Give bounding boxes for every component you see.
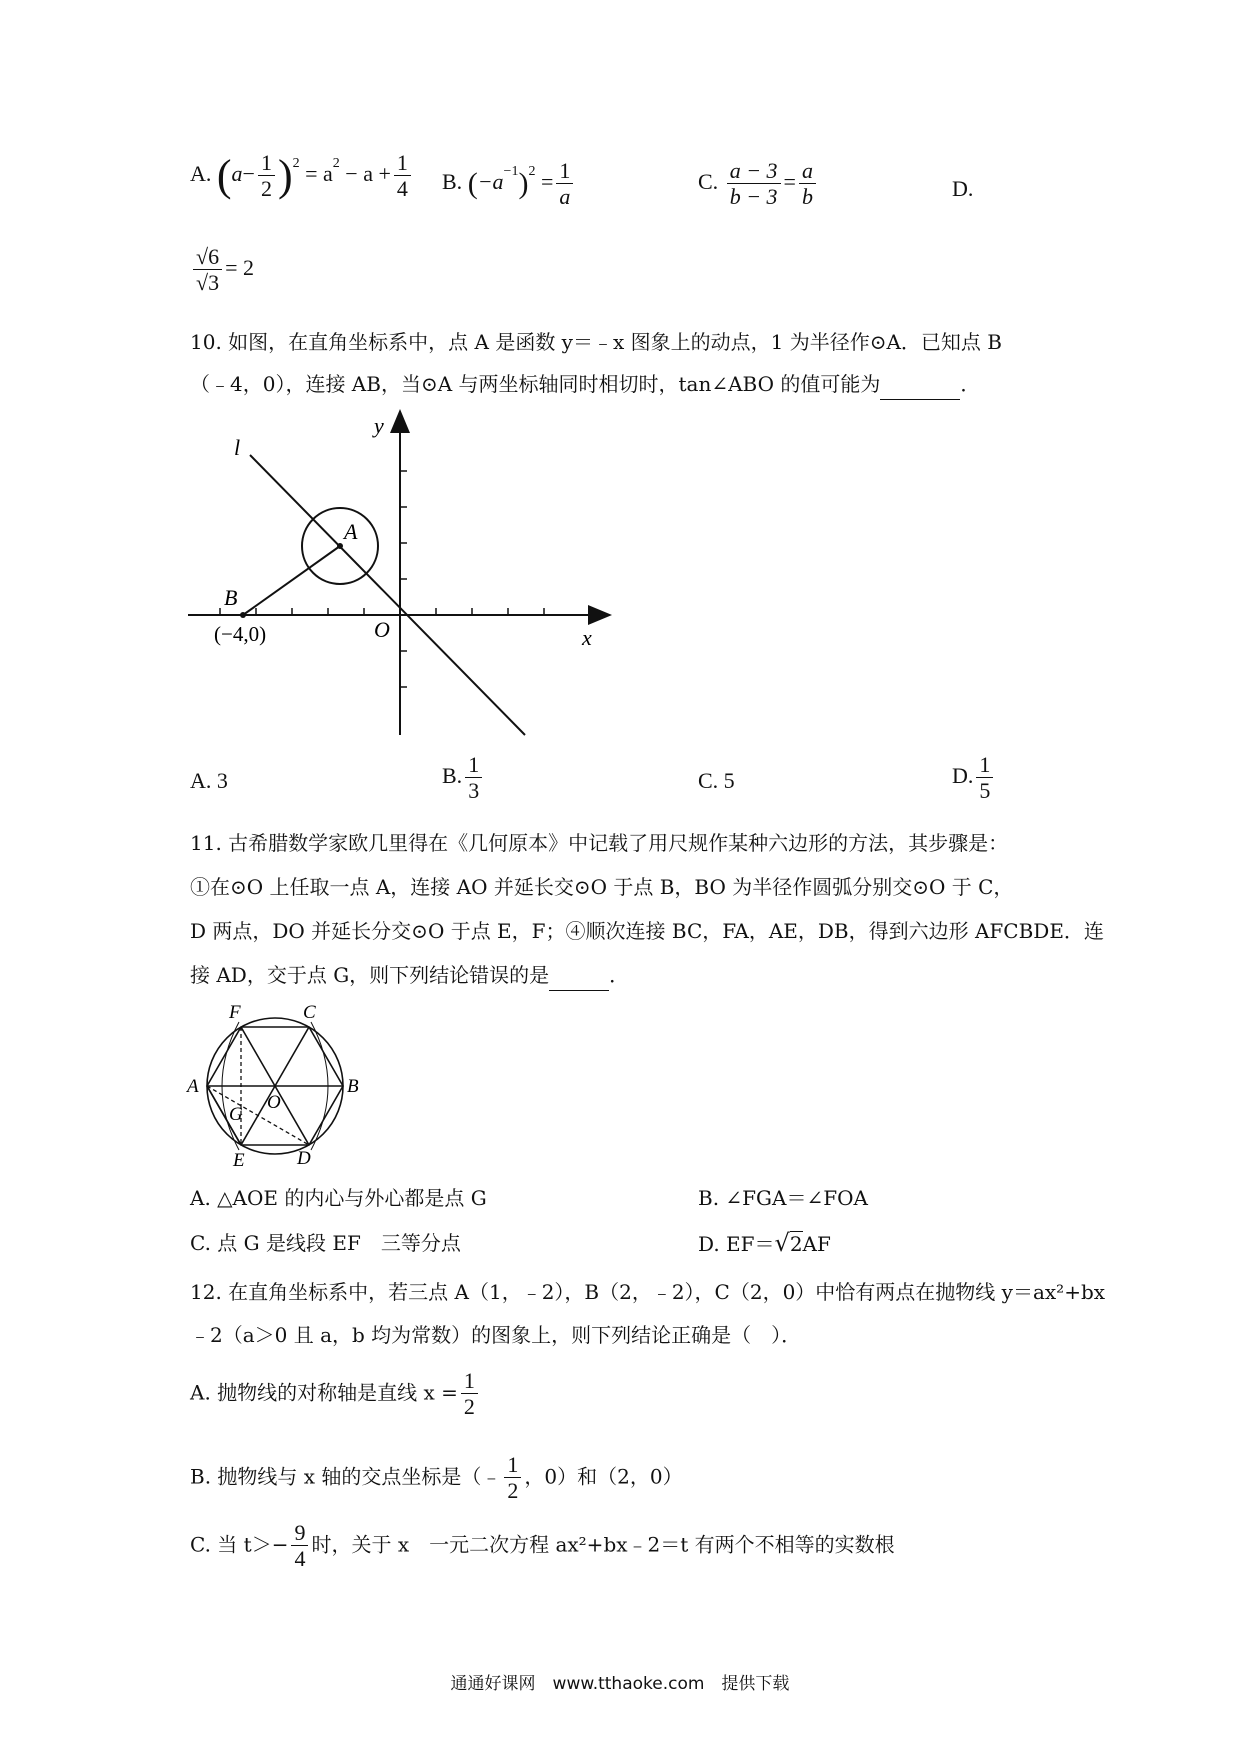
label-e: E [233, 1150, 245, 1170]
label-d: D [297, 1148, 311, 1169]
q12-option-b: B. 抛物线与 x 轴的交点坐标是（﹣ $\frac{1}{2}$ ，0）和（2，0） [190, 1452, 683, 1504]
label-b: B [347, 1076, 359, 1097]
q10-option-b: B. $\frac{1}{3}$ [442, 752, 485, 804]
q11-option-b: B. ∠FGA＝∠FOA [698, 1186, 868, 1210]
x-ticks [220, 608, 544, 615]
segment-ad [207, 1086, 309, 1145]
q11-line-3: D 两点，DO 并延长分交⊙O 于点 E，F；④顺次连接 BC，FA，AE，DB，得到六边形 AFCBDE．连 [190, 919, 1104, 943]
q9-option-d-label: D. [952, 176, 974, 201]
q9-option-b: B. $(-a^{-1})^2$ = $\frac{1}{a}$ [442, 158, 576, 210]
label-b-coord: (−4,0) [214, 622, 267, 646]
label-c: C [303, 1002, 316, 1023]
y-ticks [400, 471, 407, 687]
q12-line-1: 12. 在直角坐标系中，若三点 A（1，﹣2），B（2，﹣2），C（2，0）中恰有两点在抛物线 y＝ax²+bx [190, 1280, 1106, 1304]
label-a: A [187, 1076, 199, 1097]
q10-option-c: C. 5 [698, 768, 735, 793]
q9-option-a: A. (a− $\frac{1}{2}$ )$^2 = a^2 - a$ + $\frac{1}{4}$ [190, 150, 414, 202]
q10-line-2: （﹣4，0），连接 AB，当⊙A 与两坐标轴同时相切时，tan∠ABO 的值可能为 ． [190, 369, 980, 400]
q9-option-c: C. $\frac{a - 3}{b - 3}$ = $\frac{a}{b}$ [698, 158, 819, 210]
label-o: O [267, 1092, 281, 1113]
q11-option-a: A. △AOE 的内心与外心都是点 G [190, 1186, 487, 1210]
q10-line-1: 10. 如图，在直角坐标系中，点 A 是函数 y＝﹣x 图象上的动点，1 为半径作⊙A．已知点 B [190, 330, 1002, 354]
q11-line-2: ①在⊙O 上任取一点 A，连接 AO 并延长交⊙O 于点 B，BO 为半径作圆弧分别交⊙O 于 C， [190, 875, 1014, 899]
q9-option-d: $\frac{√6}{√3}$ = 2 [190, 244, 254, 296]
label-y: y [374, 413, 384, 438]
point-b [240, 612, 246, 618]
q10-option-d: D. $\frac{1}{5}$ [952, 752, 996, 804]
q12-option-a: A. 抛物线的对称轴是直线 x = $\frac{1}{2}$ [190, 1368, 481, 1420]
page-footer: 通通好课网 www.tthaoke.com 提供下载 [450, 1674, 790, 1694]
q11-figure [185, 1000, 375, 1170]
q11-line-1: 11. 古希腊数学家欧几里得在《几何原本》中记载了用尺规作某种六边形的方法，其步骤是： [190, 831, 1009, 855]
q11-option-c: C. 点 G 是线段 EF 三等分点 [190, 1231, 461, 1255]
label-f: F [229, 1002, 241, 1023]
label-l: l [234, 435, 241, 460]
q10-figure [180, 405, 620, 745]
q12-line-2: ﹣2（a＞0 且 a，b 均为常数）的图象上，则下列结论正确是（ ）． [190, 1323, 802, 1347]
q10-option-a: A. 3 [190, 768, 228, 793]
label-g: G [229, 1104, 243, 1125]
line-l [250, 455, 525, 735]
label-a: A [344, 519, 358, 544]
label-x: x [582, 625, 592, 650]
q11-option-d: D. EF＝√2AF [698, 1229, 831, 1257]
label-o: O [374, 617, 390, 642]
label-b: B [224, 585, 238, 610]
q12-option-c: C. 当 t＞− $\frac{9}{4}$ 时，关于 x 一元二次方程 ax²+bx﹣2＝t 有两个不相等的实数根 [190, 1520, 895, 1572]
q11-line-4: 接 AD，交于点 G，则下列结论错误的是 ． [190, 960, 629, 991]
